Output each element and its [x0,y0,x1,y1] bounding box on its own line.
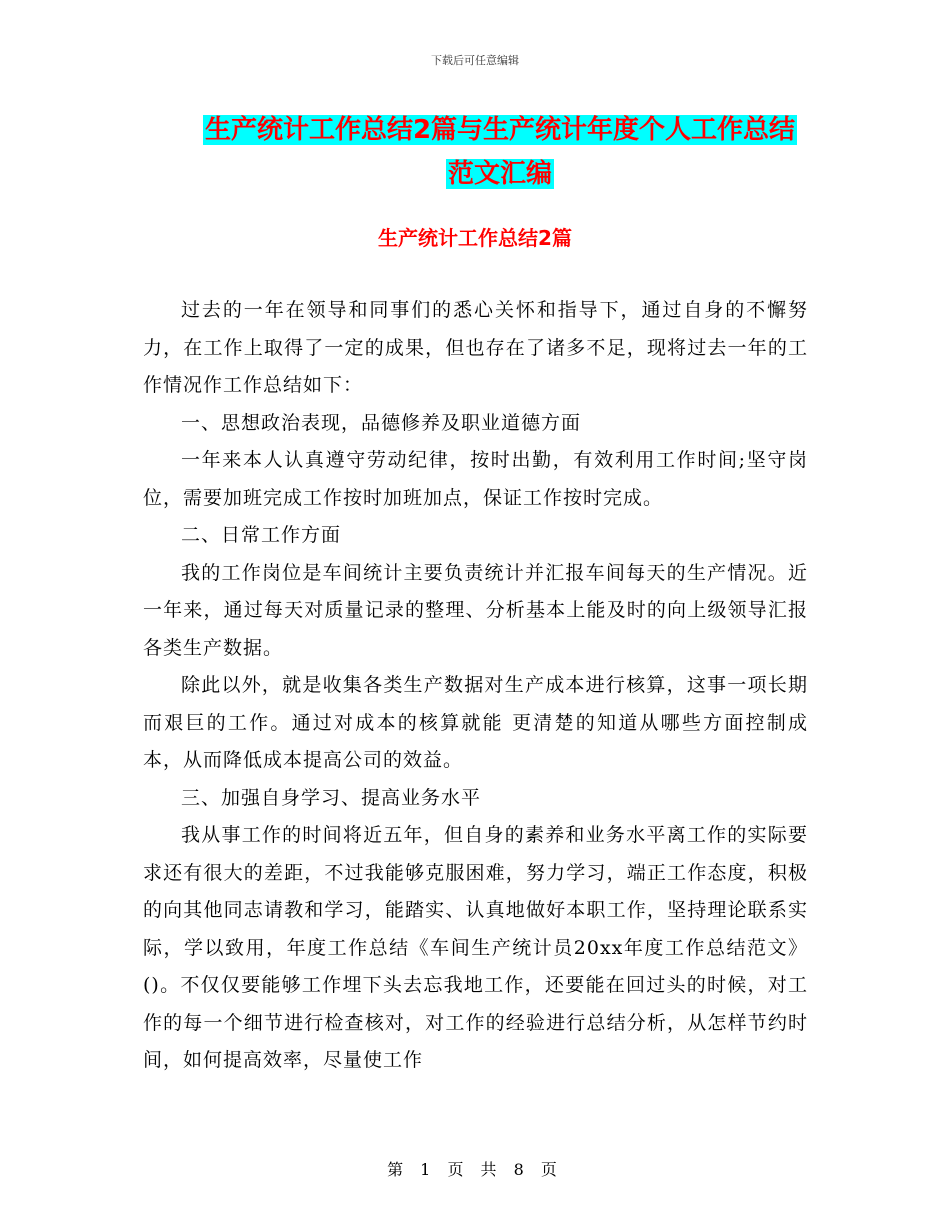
paragraph-section-2b: 除此以外，就是收集各类生产数据对生产成本进行核算，这事一项长期而艰巨的工作。通过对成本的核算就能 更清楚的知道从哪些方面控制成本，从而降低成本提高公司的效益。 [143,674,808,771]
paragraph-intro: 过去的一年在领导和同事们的悉心关怀和指导下，通过自身的不懈努力，在工作上取得了一定的成果，但也存在了诸多不足，现将过去一年的工作情况作工作总结如下： [143,299,808,396]
heading-section-2: 二、日常工作方面 [181,524,342,546]
document-title [140,108,860,196]
document-title-line2: 范文汇编 [447,159,552,189]
heading-section-3: 三、加强自身学习、提高业务水平 [181,786,482,809]
page-number: 第 1 页 共 8 页 [387,1160,563,1179]
section-title: 生产统计工作总结2篇 [378,226,572,250]
page-header-note: 下载后可任意编辑 [431,54,519,67]
paragraph-section-3: 我从事工作的时间将近五年，但自身的素养和业务水平离工作的实际要求还有很大的差距，不过我能够克服困难，努力学习，端正工作态度，积极的向其他同志请教和学习，能踏实、认真地做好本职工作，坚持理论联系实际，学以致用，年度工作总结《车间生产统计员20xx年度工作总结范文》()。不仅仅要能够工作埋下头去忘我地工作，还要能在回过头的时候，对工作的每一个细节进行检查核对，对工作的经验进行总结分析，从怎样节约时间，如何提高效率，尽量使工作 [143,824,808,1071]
heading-section-1: 一、思想政治表现，品德修养及职业道德方面 [181,411,582,434]
paragraph-section-1: 一年来本人认真遵守劳动纪律，按时出勤，有效利用工作时间;坚守岗位，需要加班完成工作按时加班加点，保证工作按时完成。 [143,449,808,509]
document-body [143,292,808,1080]
paragraph-section-2a: 我的工作岗位是车间统计主要负责统计并汇报车间每天的生产情况。近一年来，通过每天对质量记录的整理、分析基本上能及时的向上级领导汇报各类生产数据。 [143,561,808,659]
document-title-line1: 生产统计工作总结2篇与生产统计年度个人工作总结 [204,115,796,145]
